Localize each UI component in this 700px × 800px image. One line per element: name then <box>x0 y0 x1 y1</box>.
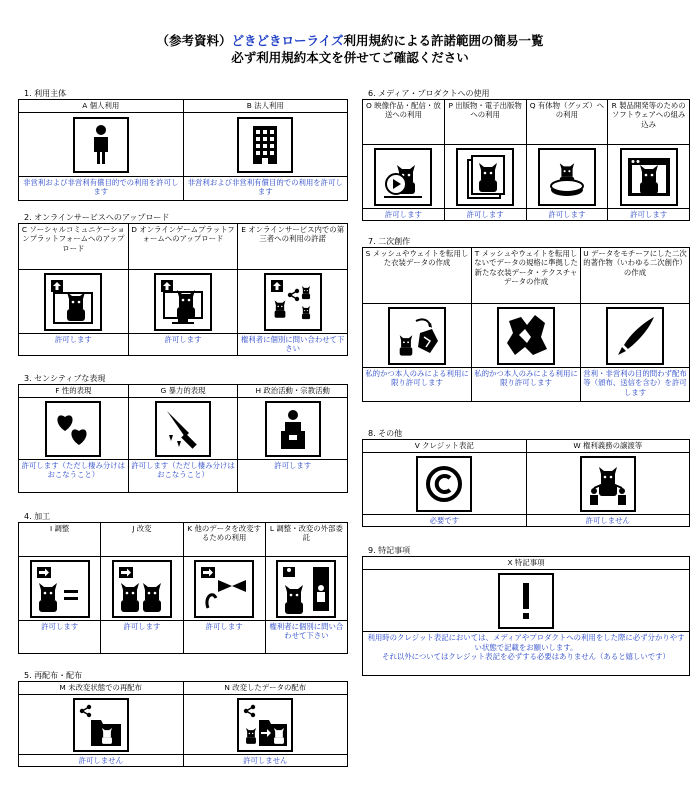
item-n-caption: N 改変したデータの配布 <box>183 682 348 695</box>
publication-icon <box>456 148 514 206</box>
item-l-status: 権利者に個別に問い合わせて下さい <box>265 621 347 654</box>
item-f-status: 許可します（ただし棲み分けはおこなうこと） <box>19 460 129 493</box>
item-o-status: 許可します <box>363 209 445 221</box>
cloth-icon <box>497 307 555 365</box>
section-online-upload <box>18 212 348 356</box>
section-others <box>362 428 690 527</box>
item-m-status: 許可しません <box>19 755 184 767</box>
item-a-status: 非営利および非営利有償目的での利用を許可します <box>19 177 184 201</box>
transfer-rights-icon <box>580 456 636 512</box>
title-suffix: 利用規約による許諾範囲の簡易一覧 <box>343 33 544 48</box>
item-j-status: 許可します <box>101 621 183 654</box>
item-h-status: 許可します <box>238 460 348 493</box>
document-title <box>0 32 700 66</box>
item-p-caption: P 出版物・電子出版物への利用 <box>444 100 526 145</box>
item-w-status: 許可しません <box>526 515 690 527</box>
mesh-transfer-icon <box>388 307 446 365</box>
section-usage-subject <box>18 88 348 201</box>
title-brand: どきどきローライズ <box>231 33 344 48</box>
item-x-caption: X 特記事項 <box>363 557 690 570</box>
section-heading: 5. 再配布・配布 <box>24 671 83 680</box>
section-heading: 9. 特記事項 <box>368 546 411 555</box>
item-v-status: 必要です <box>363 515 527 527</box>
section-redistribution <box>18 670 348 767</box>
item-r-status: 許可します <box>608 209 690 221</box>
item-f-caption: F 性的表現 <box>19 385 129 398</box>
item-e-caption: E オンラインサービス内での第三者への利用の許諾 <box>238 224 348 270</box>
section-heading: 1. 利用主体 <box>24 89 67 98</box>
special-note-2: それ以外についてはクレジット表記を必ずする必要はありません（あると嬉しいです） <box>382 652 670 662</box>
item-t-caption: T メッシュやウェイトを転用しないでデータの規格に準拠した新たな衣装データ・テクスチャデータの作成 <box>472 248 581 304</box>
item-d-status: 許可します <box>128 334 238 356</box>
item-r-caption: R 製品開発等のためのソフトウェアへの組み込み <box>608 100 690 145</box>
exclamation-icon <box>498 573 554 629</box>
section-special-notes <box>362 545 690 676</box>
office-building-icon <box>237 117 293 173</box>
special-notes-text <box>363 632 690 676</box>
item-a-caption: A 個人利用 <box>19 100 184 113</box>
item-q-caption: Q 有体物（グッズ）への利用 <box>526 100 608 145</box>
modify-icon <box>112 560 172 618</box>
item-g-caption: G 暴力的表現 <box>128 385 238 398</box>
item-i-status: 許可します <box>19 621 101 654</box>
item-k-status: 許可します <box>183 621 265 654</box>
pen-icon <box>606 307 664 365</box>
podium-icon <box>265 401 321 457</box>
item-m-caption: M 未改変状態での再配布 <box>19 682 184 695</box>
special-note-1: 利用時のクレジット表記においては、メディアやプロダクトへの利用をした際に必ず分かりやすい状態で記載をお願いします。 <box>367 633 685 652</box>
item-d-caption: D オンラインゲームプラットフォームへのアップロード <box>128 224 238 270</box>
item-k-caption: K 他のデータを改変するための利用 <box>183 523 265 557</box>
item-u-caption: U データをモチーフにした二次的著作物（いわゆる二次創作）の作成 <box>581 248 690 304</box>
copyright-icon <box>416 456 472 512</box>
item-b-caption: B 法人利用 <box>183 100 348 113</box>
item-s-caption: S メッシュやウェイトを転用した衣装データの作成 <box>363 248 472 304</box>
section-heading: 6. メディア・プロダクトへの使用 <box>368 89 490 98</box>
title-line-2: 必ず利用規約本文を併せてご確認ください <box>231 50 469 65</box>
item-i-caption: I 調整 <box>19 523 101 557</box>
item-u-status: 営利・非営利の目的問わず配布等（頒布、送信を含む）を許可します <box>581 368 690 402</box>
distribute-modified-icon <box>237 698 293 752</box>
item-c-status: 許可します <box>19 334 129 356</box>
section-heading: 2. オンラインサービスへのアップロード <box>24 213 170 222</box>
title-line-1 <box>0 32 700 49</box>
ribbon-icon <box>194 560 254 618</box>
item-q-status: 許可します <box>526 209 608 221</box>
upload-share-icon <box>264 273 322 331</box>
item-h-caption: H 政治活動・宗教活動 <box>238 385 348 398</box>
item-s-status: 私的かつ本人のみによる利用に限り許可します <box>363 368 472 402</box>
redistribute-icon <box>73 698 129 752</box>
item-t-status: 私的かつ本人のみによる利用に限り許可します <box>472 368 581 402</box>
item-j-caption: J 改変 <box>101 523 183 557</box>
section-heading: 8. その他 <box>368 429 403 438</box>
upload-game-icon <box>154 273 212 331</box>
software-icon <box>620 148 678 206</box>
item-l-caption: L 調整・改変の外部委託 <box>265 523 347 557</box>
video-icon <box>374 148 432 206</box>
section-derivative-works <box>362 236 690 402</box>
item-c-caption: C ソーシャルコミュニケーションプラットフォームへのアップロード <box>19 224 129 270</box>
item-w-caption: W 権利義務の譲渡等 <box>526 440 690 453</box>
item-o-caption: O 映像作品・配信・放送への利用 <box>363 100 445 145</box>
knife-icon <box>155 401 211 457</box>
section-heading: 7. 二次創作 <box>368 237 411 246</box>
outsource-icon <box>276 560 336 618</box>
upload-sns-icon <box>44 273 102 331</box>
item-g-status: 許可します（ただし棲み分けはおこなうこと） <box>128 460 238 493</box>
goods-icon <box>538 148 596 206</box>
person-icon <box>73 117 129 173</box>
title-prefix: （参考資料） <box>156 33 232 48</box>
section-sensitive-expression <box>18 373 348 493</box>
item-e-status: 権利者に個別に問い合わせて下さい <box>238 334 348 356</box>
section-heading: 3. センシティブな表現 <box>24 374 106 383</box>
section-processing <box>18 511 348 654</box>
item-p-status: 許可します <box>444 209 526 221</box>
adjust-icon <box>30 560 90 618</box>
item-n-status: 許可しません <box>183 755 348 767</box>
hearts-icon <box>45 401 101 457</box>
section-media-product <box>362 88 690 221</box>
section-heading: 4. 加工 <box>24 512 51 521</box>
item-b-status: 非営利および非営利有償目的での利用を許可します <box>183 177 348 201</box>
item-v-caption: V クレジット表記 <box>363 440 527 453</box>
